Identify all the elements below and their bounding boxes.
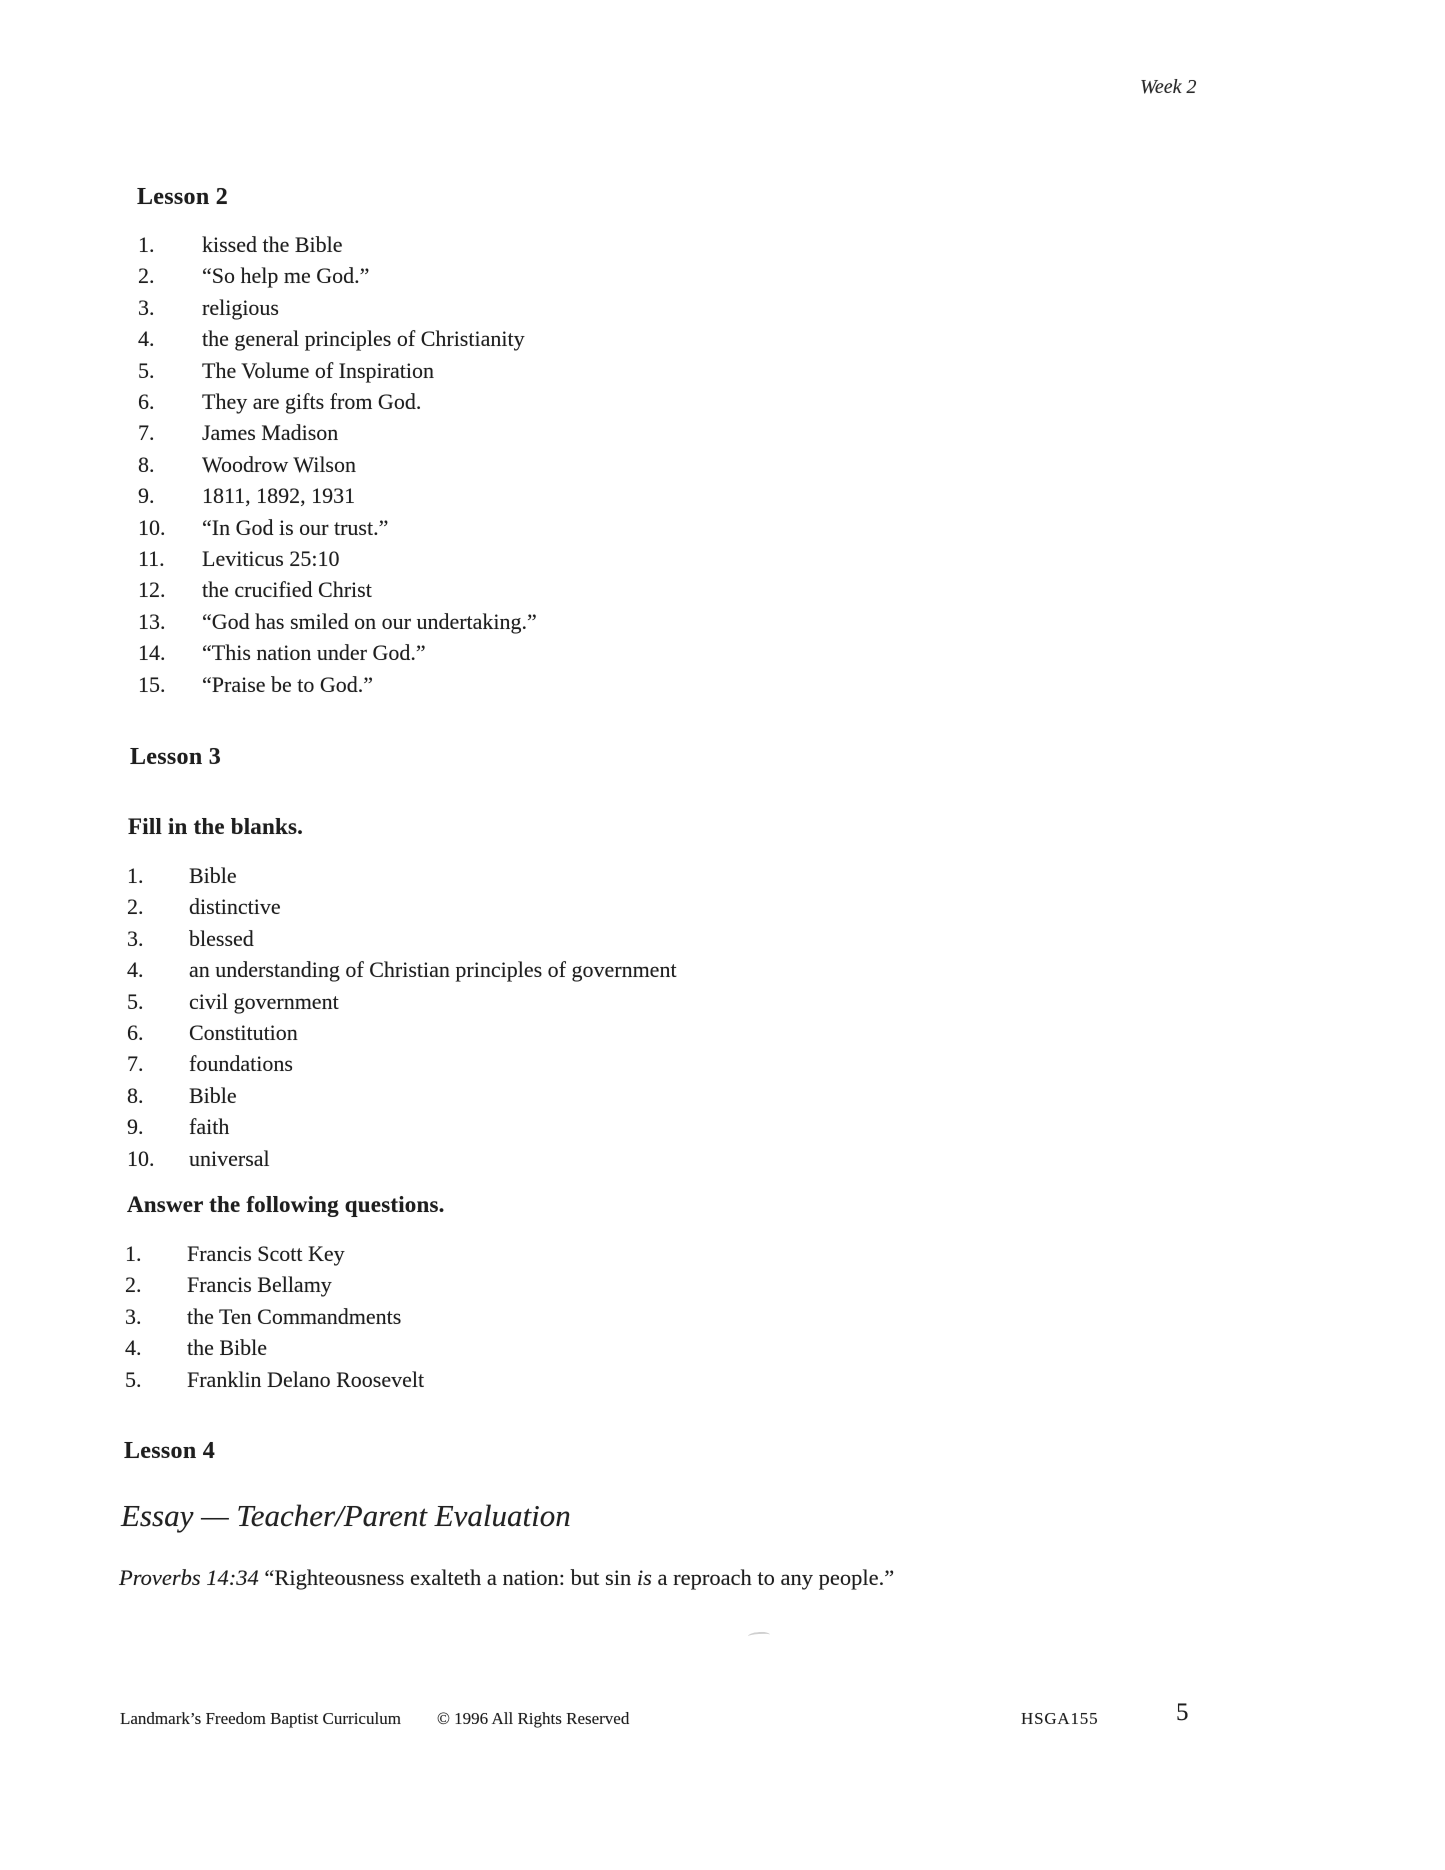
item-number: 12.	[138, 577, 166, 603]
item-number: 3.	[125, 1303, 142, 1329]
answer-list-item	[127, 1017, 677, 1048]
essay-evaluation-title: Essay — Teacher/Parent Evaluation	[121, 1498, 571, 1533]
item-text: an understanding of Christian principles of government	[189, 957, 677, 983]
item-text: Francis Scott Key	[187, 1241, 345, 1266]
lesson3-heading: Lesson 3	[130, 744, 222, 770]
answer-list-item	[127, 986, 677, 1017]
item-number: 4.	[127, 957, 144, 983]
item-text: civil government	[189, 988, 339, 1014]
answer-list-item	[138, 355, 537, 386]
item-number: 8.	[127, 1082, 144, 1108]
item-number: 10.	[127, 1145, 155, 1171]
answer-questions-heading: Answer the following questions.	[127, 1192, 445, 1217]
answer-list-item	[138, 417, 537, 448]
item-text: distinctive	[189, 894, 281, 920]
answer-list-item	[127, 1143, 677, 1174]
item-number: 5.	[138, 357, 155, 383]
item-text: Francis Bellamy	[187, 1272, 332, 1298]
item-number: 1.	[127, 863, 144, 888]
answer-list-item	[125, 1238, 424, 1269]
week-label: Week 2	[1140, 76, 1197, 98]
answer-list-item	[127, 1080, 677, 1111]
item-number: 14.	[138, 640, 166, 666]
fill-in-answer-list	[127, 860, 677, 1174]
item-text: “Praise be to God.”	[202, 671, 374, 697]
answer-list-item	[138, 260, 537, 291]
item-text: Bible	[189, 1082, 237, 1108]
item-text: “This nation under God.”	[202, 640, 426, 666]
item-text: James Madison	[202, 420, 339, 446]
answer-list-item	[138, 323, 537, 354]
item-number: 5.	[127, 988, 144, 1014]
item-number: 4.	[138, 326, 155, 352]
answer-list-item	[138, 637, 537, 668]
answer-list-item	[127, 954, 677, 985]
item-text: the Bible	[187, 1335, 268, 1361]
lesson2-answer-list	[138, 229, 537, 700]
item-text: the Ten Commandments	[187, 1303, 402, 1329]
answer-list-item	[127, 1111, 677, 1142]
answer-list-item	[138, 386, 537, 417]
questions-answer-list	[125, 1238, 424, 1395]
answer-list-item	[127, 860, 677, 891]
scan-artifact	[748, 1631, 770, 1640]
item-number: 2.	[127, 894, 144, 920]
item-text: The Volume of Inspiration	[202, 357, 434, 383]
item-text: “So help me God.”	[202, 263, 370, 289]
answer-list-item	[138, 229, 537, 260]
item-number: 11.	[138, 546, 165, 572]
item-number: 9.	[127, 1114, 144, 1140]
item-text: religious	[202, 294, 279, 320]
item-text: “God has smiled on our undertaking.”	[202, 608, 537, 634]
answer-list-item	[127, 923, 677, 954]
footer-product-code: HSGA155	[1021, 1709, 1099, 1728]
item-text: the general principles of Christianity	[202, 326, 525, 352]
item-text: “In God is our trust.”	[202, 514, 389, 540]
item-number: 4.	[125, 1335, 142, 1361]
fill-in-the-blanks-heading: Fill in the blanks.	[128, 814, 304, 839]
item-text: Bible	[189, 863, 237, 888]
answer-list-item	[138, 574, 537, 605]
footer-copyright: © 1996 All Rights Reserved	[437, 1709, 630, 1728]
item-number: 6.	[138, 389, 155, 415]
scripture-reference: Proverbs 14:34	[119, 1565, 259, 1590]
item-text: Franklin Delano Roosevelt	[187, 1366, 425, 1392]
item-number: 9.	[138, 483, 155, 509]
item-number: 15.	[138, 671, 166, 697]
answer-list-item	[125, 1364, 424, 1395]
item-number: 7.	[138, 420, 155, 446]
item-text: blessed	[189, 925, 254, 951]
item-number: 6.	[127, 1020, 144, 1046]
item-text: faith	[189, 1114, 230, 1140]
answer-list-item	[138, 606, 537, 637]
item-number: 8.	[138, 451, 155, 477]
item-text: 1811, 1892, 1931	[202, 483, 356, 509]
answer-list-item	[138, 543, 537, 574]
answer-list-item	[125, 1332, 424, 1363]
item-number: 5.	[125, 1366, 142, 1392]
answer-list-item	[138, 449, 537, 480]
answer-list-item	[125, 1269, 424, 1300]
item-text: Leviticus 25:10	[202, 546, 340, 572]
lesson2-heading: Lesson 2	[137, 184, 229, 210]
scripture-quote	[119, 1565, 894, 1591]
item-text: universal	[189, 1145, 270, 1171]
answer-list-item	[138, 512, 537, 543]
answer-list-item	[138, 669, 537, 700]
footer-page-number: 5	[1176, 1699, 1189, 1726]
item-text: They are gifts from God.	[202, 389, 422, 415]
item-text: foundations	[189, 1051, 293, 1077]
item-number: 1.	[138, 232, 155, 257]
answer-list-item	[138, 480, 537, 511]
answer-list-item	[125, 1301, 424, 1332]
scripture-text-emphasis: is	[636, 1565, 652, 1590]
item-number: 1.	[125, 1241, 142, 1266]
item-text: Constitution	[189, 1020, 298, 1046]
item-number: 3.	[127, 925, 144, 951]
scripture-text-after: a reproach to any people.”	[651, 1565, 895, 1590]
answer-list-item	[138, 292, 537, 323]
footer-publisher: Landmark’s Freedom Baptist Curriculum	[120, 1709, 401, 1728]
item-number: 2.	[138, 263, 155, 289]
item-number: 13.	[138, 608, 166, 634]
item-number: 2.	[125, 1272, 142, 1298]
item-text: the crucified Christ	[202, 577, 372, 603]
item-number: 7.	[127, 1051, 144, 1077]
item-number: 10.	[138, 514, 166, 540]
lesson4-heading: Lesson 4	[124, 1438, 216, 1464]
item-number: 3.	[138, 294, 155, 320]
answer-list-item	[127, 1048, 677, 1079]
scripture-text-before: “Righteousness exalteth a nation: but sin	[258, 1565, 637, 1590]
item-text: Woodrow Wilson	[202, 451, 356, 477]
answer-list-item	[127, 891, 677, 922]
item-text: kissed the Bible	[202, 232, 343, 257]
